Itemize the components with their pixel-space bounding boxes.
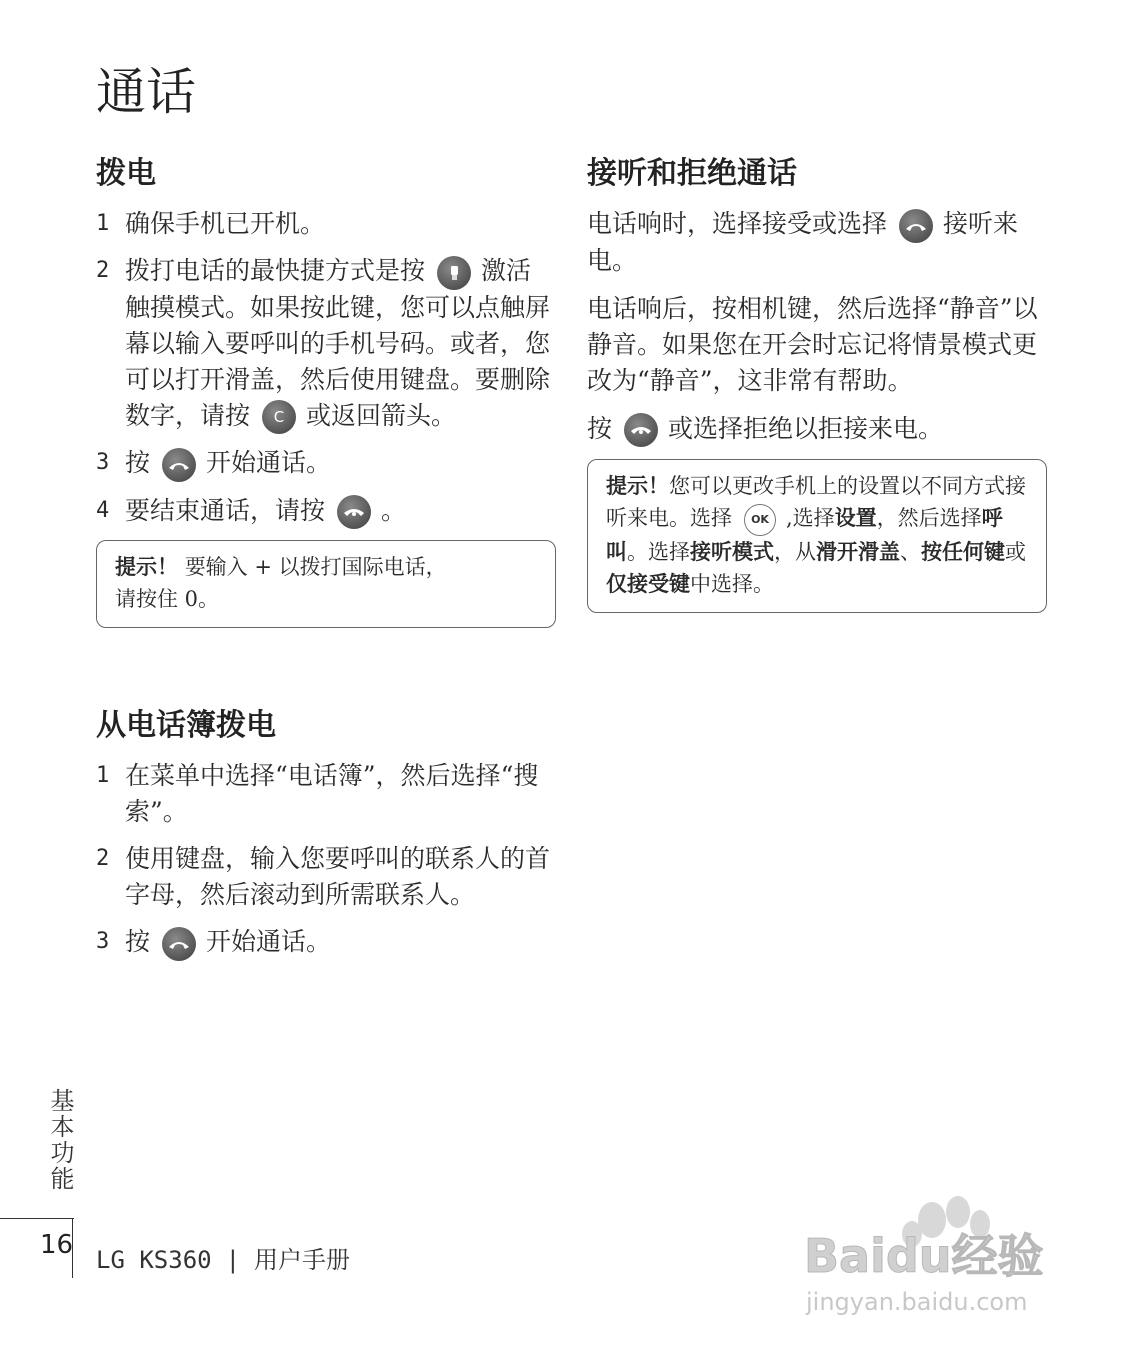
reject-paragraph <box>587 411 1047 448</box>
dial-tip-box <box>96 540 556 628</box>
step-text: 使用键盘，输入您要呼叫的联系人的首字母，然后滚动到所需联系人。 <box>125 844 551 909</box>
end-key-icon <box>337 495 371 529</box>
footer <box>96 1240 350 1275</box>
para-text: 接听来电。 <box>587 209 1019 275</box>
dial-section <box>96 148 556 628</box>
tip-text: 、 <box>900 539 921 564</box>
tip-bold-sendonly: 仅接受键 <box>606 571 690 596</box>
silent-paragraph: 电话响后，按相机键，然后选择“静音”以静音。如果您在开会时忘记将情景模式更改为“静音”，这非常有帮助。 <box>587 293 1038 395</box>
tip-text: 。选择 <box>627 539 690 564</box>
step-text: 按 <box>125 927 151 956</box>
end-key-icon <box>624 413 658 447</box>
tip-bold-anykey: 按任何键 <box>921 539 1005 564</box>
list-item <box>96 445 556 482</box>
call-key-icon <box>899 209 933 243</box>
step-text: 按 <box>125 448 151 477</box>
step-number: 3 <box>96 450 110 475</box>
watermark-brand: Baidu经验 <box>804 1229 1044 1283</box>
phonebook-heading: 从电话簿拨电 <box>96 708 276 743</box>
tip-bold-slide: 滑开滑盖 <box>816 539 900 564</box>
tip-text: 请按住 0。 <box>115 587 220 611</box>
phonebook-section <box>96 700 556 972</box>
tip-text: ，从 <box>774 539 816 564</box>
page-title: 通话 <box>96 63 196 121</box>
step-text: 开始通话。 <box>206 448 332 477</box>
step-number: 2 <box>96 846 110 871</box>
list-item <box>96 253 556 434</box>
step-text: 或返回箭头。 <box>306 400 457 430</box>
footer-divider <box>0 1218 74 1219</box>
step-text: 在菜单中选择“电话簿”，然后选择“搜索”。 <box>125 761 539 826</box>
step-text: 要结束通话，请按 <box>125 495 326 525</box>
ok-key-icon: OK <box>744 504 776 536</box>
step-text: 确保手机已开机。 <box>125 209 326 238</box>
footer-separator: | <box>225 1246 241 1274</box>
tip-bold-settings: 设置 <box>834 506 877 530</box>
tip-text: ,选择 <box>786 506 835 530</box>
footer-manual: 用户手册 <box>254 1246 351 1274</box>
tip-label: 提示！ <box>115 555 178 579</box>
list-item <box>96 206 556 242</box>
dial-steps <box>96 206 556 529</box>
tip-text: ，然后选择 <box>876 506 982 530</box>
tip-text: 或 <box>1005 539 1026 564</box>
answer-section <box>587 148 1047 613</box>
step-number: 4 <box>96 497 110 523</box>
list-item <box>96 758 556 830</box>
step-text: 拨打电话的最快捷方式是按 <box>125 256 426 285</box>
tip-label: 提示！ <box>606 474 669 498</box>
para-text: 或选择拒绝以拒接来电。 <box>668 413 944 443</box>
step-number: 2 <box>96 258 110 283</box>
baidu-watermark <box>800 1190 1070 1320</box>
call-key-icon <box>162 927 196 961</box>
phonebook-steps <box>96 758 556 961</box>
tip-bold-mode: 接听模式 <box>690 539 774 564</box>
side-section-label: 基本功能 <box>46 1088 74 1192</box>
step-text: 开始通话。 <box>206 927 332 956</box>
tip-text: 中选择。 <box>690 571 774 596</box>
step-text: 。 <box>381 495 407 525</box>
watermark-url: jingyan.baidu.com <box>806 1288 1028 1316</box>
para-text: 电话响时，选择接受或选择 <box>587 209 888 238</box>
step-number: 1 <box>96 211 110 236</box>
step-number: 3 <box>96 929 110 954</box>
list-item <box>96 841 556 913</box>
page-number: 16 <box>40 1230 74 1260</box>
para-text: 按 <box>587 413 613 443</box>
answer-tip-box <box>587 459 1047 613</box>
tip-bold-call: 呼叫 <box>606 506 1003 564</box>
answer-paragraph <box>587 206 1047 279</box>
footer-model: LG KS360 <box>96 1246 212 1274</box>
step-number: 1 <box>96 763 110 788</box>
list-item <box>96 493 556 530</box>
tip-text: 要输入 + 以拨打国际电话， <box>184 555 447 579</box>
step-text: 激活触摸模式。如果按此键，您可以点触屏幕以输入要呼叫的手机号码。或者，您可以打开滑盖，然后使用键盘。要删除数字，请按 <box>125 256 551 430</box>
clear-key-icon: C <box>262 400 296 434</box>
answer-heading: 接听和拒绝通话 <box>587 156 797 191</box>
call-key-icon <box>162 448 196 482</box>
dial-heading: 拨电 <box>96 156 156 191</box>
touch-key-icon <box>437 256 471 290</box>
tip-text: 您可以更改手机上的设置以不同方式接听来电。选择 <box>606 474 1026 530</box>
list-item <box>96 924 556 961</box>
